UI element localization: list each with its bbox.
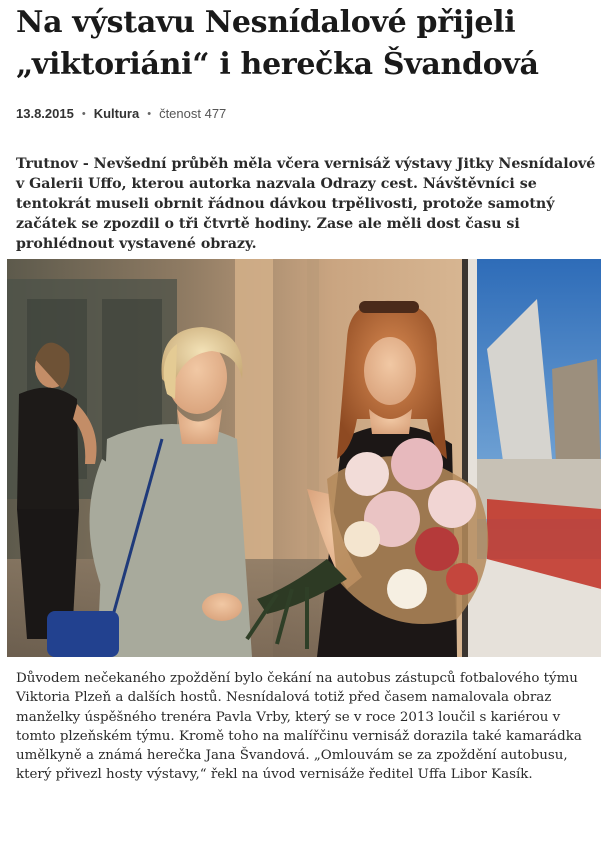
readership-count: čtenost 477 (159, 106, 227, 121)
meta-separator-dot: • (147, 108, 152, 120)
article-photo (7, 259, 601, 657)
photo-blue-bag (47, 611, 119, 657)
meta-separator-dot: • (81, 108, 86, 120)
article-body: Důvodem nečekaného zpoždění bylo čekání na autobus zástupců fotbalového týmu Viktoria Plzeň a dalších hostů. Nesnídalová totiž před časem namalovala obraz manželky úspěšného trenéra Pavla Vrby, který se v roce 2013 loučil s kariérou v tomto plzeňském týmu. Kromě toho na malířčinu vernisáž dorazila také kamarádka umělkyně a známá herečka Jana Švandová. „Omlouvám se za zpoždění autobusu, který přivezl hosty výstavy,“ řekl na úvod vernisáže ředitel Uffa Libor Kasík. (16, 671, 582, 783)
article-perex: Trutnov - Nevšední průběh měla včera vernisáž výstavy Jitky Nesnídalové v Galerii Uffo, kterou autorka nazvala Odrazy cest. Návštěvníci se tentokrát museli obrnit řádnou dávkou trpělivosti, protože samotný začátek se zpozdil o tři čtvrtě hodiny. Zase ale měli dost času si prohlédnout vystavené obrazy. (16, 156, 596, 252)
article-meta (16, 105, 226, 123)
photo-painting (462, 259, 601, 657)
publish-date: 13.8.2015 (16, 106, 74, 121)
category-link[interactable]: Kultura (93, 106, 140, 121)
article-headline: Na výstavu Nesnídalové přijeli „viktoriáni“ i herečka Švandová (16, 5, 539, 82)
